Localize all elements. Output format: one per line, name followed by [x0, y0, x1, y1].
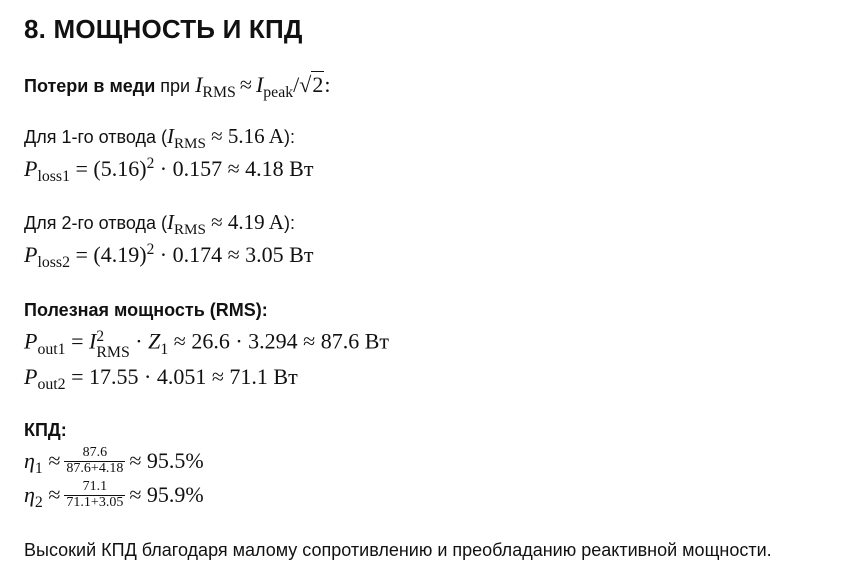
- eta2-fraction: $\frac{71.1}{71.1+3.05}$: [66, 479, 124, 510]
- tap1-label: Для 1-го отвода (: [24, 127, 167, 147]
- eta2-formula: $\eta_2$ ≈ $\frac{71.1}{71.1+3.05}$ ≈ 95.9%: [24, 479, 204, 512]
- section-heading: 8. МОЩНОСТЬ И КПД: [24, 14, 303, 44]
- tap2-rms: $I_{RMS} \approx 4.19$ A: [166, 210, 284, 238]
- copper-loss-line: [24, 72, 331, 102]
- tap1-label-line: Для 1-го отвода ($I_{RMS} \approx 5.16$ A):: [24, 124, 295, 152]
- copper-loss-label-rest: при: [155, 76, 196, 96]
- tap2-label: Для 2-го отвода (: [24, 213, 167, 233]
- eta1-fraction: $\frac{87.6}{87.6+4.18}$: [66, 445, 124, 476]
- tap2-label-line: Для 2-го отвода ($I_{RMS} \approx 4.19$ A):: [24, 210, 295, 238]
- eta1-formula: $\eta_1$ ≈ $\frac{87.6}{87.6+4.18}$ ≈ 95.5%: [24, 445, 204, 478]
- pout1-formula: $P_{out1} = I$ 2 RMS · $Z_1 \approx 26.6 \cdot 3.294 \approx 87.6$ Вт: [24, 328, 390, 361]
- copper-loss-label: Потери в меди: [24, 76, 156, 96]
- tap1-rms: $I_{RMS} \approx 5.16$ A: [166, 124, 284, 152]
- irms-peak-formula: $I_{RMS} \approx I_{peak}/√2$:: [195, 72, 331, 102]
- pout2-formula: $P_{out2} = 17.55 \cdot 4.051 \approx 71.1$ Вт: [24, 364, 298, 394]
- efficiency-label: КПД:: [24, 420, 67, 440]
- tap2-loss-formula: $P_{loss2} = (4.19)^2 \cdot 0.174 \approx 3.05$ Вт: [24, 241, 314, 272]
- conclusion-text: Высокий КПД благодаря малому сопротивлению и преобладанию реактивной мощности.: [24, 540, 772, 560]
- useful-power-label: Полезная мощность (RMS):: [24, 300, 268, 320]
- tap1-loss-formula: $P_{loss1} = (5.16)^2 \cdot 0.157 \approx 4.18$ Вт: [24, 155, 314, 186]
